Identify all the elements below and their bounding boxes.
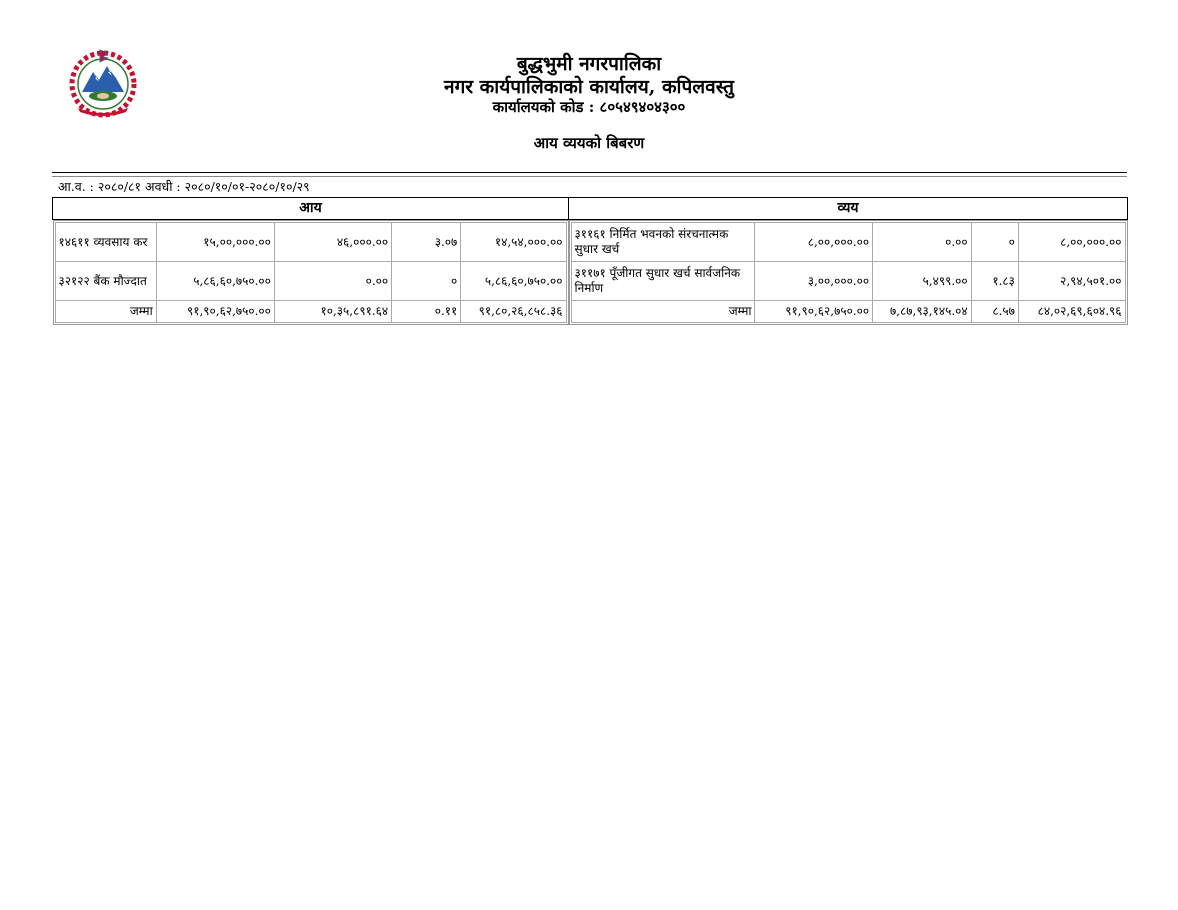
expense-amount-cell: ८,००,०००.०० bbox=[755, 223, 873, 262]
expense-total-row bbox=[571, 301, 1125, 323]
income-amount-cell: ५,८६,६०,७५०.०० bbox=[461, 262, 566, 301]
income-amount-cell: १५,००,०००.०० bbox=[156, 223, 274, 262]
expense-heading: व्यय bbox=[569, 198, 1128, 220]
office-name: बुद्धभुमी नगरपालिका bbox=[516, 53, 662, 75]
income-heading: आय bbox=[53, 198, 569, 220]
income-section bbox=[53, 220, 569, 326]
expense-account-name: ३११७१ पूँजीगत सुधार खर्च सार्वजनिक निर्माण bbox=[571, 262, 755, 301]
income-amount-cell: ५,८६,६०,७५०.०० bbox=[156, 262, 274, 301]
report-title: आय व्ययको बिबरण bbox=[533, 134, 645, 152]
income-total-percent: ०.११ bbox=[392, 301, 461, 323]
income-total-label: जम्मा bbox=[55, 301, 156, 323]
expense-total-cell: ८४,०२,६९,६०४.९६ bbox=[1018, 301, 1125, 323]
expense-total-cell: ७,८७,९३,१४५.०४ bbox=[873, 301, 972, 323]
expense-total-label: जम्मा bbox=[571, 301, 755, 323]
expense-amount-cell: ८,००,०००.०० bbox=[1018, 223, 1125, 262]
table-row bbox=[55, 262, 566, 301]
expense-amount-cell: ५,४९९.०० bbox=[873, 262, 972, 301]
expense-total-cell: ९१,९०,६२,७५०.०० bbox=[755, 301, 873, 323]
table-row bbox=[571, 262, 1125, 301]
expense-section bbox=[569, 220, 1128, 326]
table-row bbox=[55, 223, 566, 262]
income-total-cell: १०,३५,८९१.६४ bbox=[274, 301, 391, 323]
income-amount-cell: १४,५४,०००.०० bbox=[461, 223, 566, 262]
income-amount-cell: ०.०० bbox=[274, 262, 391, 301]
expense-amount-cell: ०.०० bbox=[873, 223, 972, 262]
table-row bbox=[571, 223, 1125, 262]
income-total-row bbox=[55, 301, 566, 323]
expense-account-name: ३११६१ निर्मित भवनको संरचनात्मक सुधार खर्च bbox=[571, 223, 755, 262]
expense-percent-cell: ० bbox=[971, 223, 1018, 262]
expense-percent-cell: १.८३ bbox=[971, 262, 1018, 301]
income-table bbox=[55, 222, 567, 323]
income-account-name: १४६११ व्यवसाय कर bbox=[55, 223, 156, 262]
executive-office-name: नगर कार्यपालिकाको कार्यालय, कपिलवस्तु bbox=[444, 76, 734, 98]
expense-amount-cell: ३,००,०००.०० bbox=[755, 262, 873, 301]
fiscal-period: आ.व. : २०८०/८१ अवधी : २०८०/१०/०१-२०८०/१०/२९ bbox=[58, 179, 310, 194]
header-divider bbox=[52, 172, 1127, 177]
office-code: कार्यालयको कोड : ८०५४९४०४३०० bbox=[492, 98, 686, 116]
income-percent-cell: ० bbox=[392, 262, 461, 301]
income-total-cell: ९१,९०,६२,७५०.०० bbox=[156, 301, 274, 323]
income-amount-cell: ४६,०००.०० bbox=[274, 223, 391, 262]
expense-total-percent: ८.५७ bbox=[971, 301, 1018, 323]
expense-amount-cell: २,९४,५०१.०० bbox=[1018, 262, 1125, 301]
income-account-name: ३२१२२ बैंक मौज्दात bbox=[55, 262, 156, 301]
income-expense-table bbox=[52, 197, 1128, 325]
income-percent-cell: ३.०७ bbox=[392, 223, 461, 262]
income-total-cell: ९१,८०,२६,८५८.३६ bbox=[461, 301, 566, 323]
expense-table bbox=[571, 222, 1126, 323]
